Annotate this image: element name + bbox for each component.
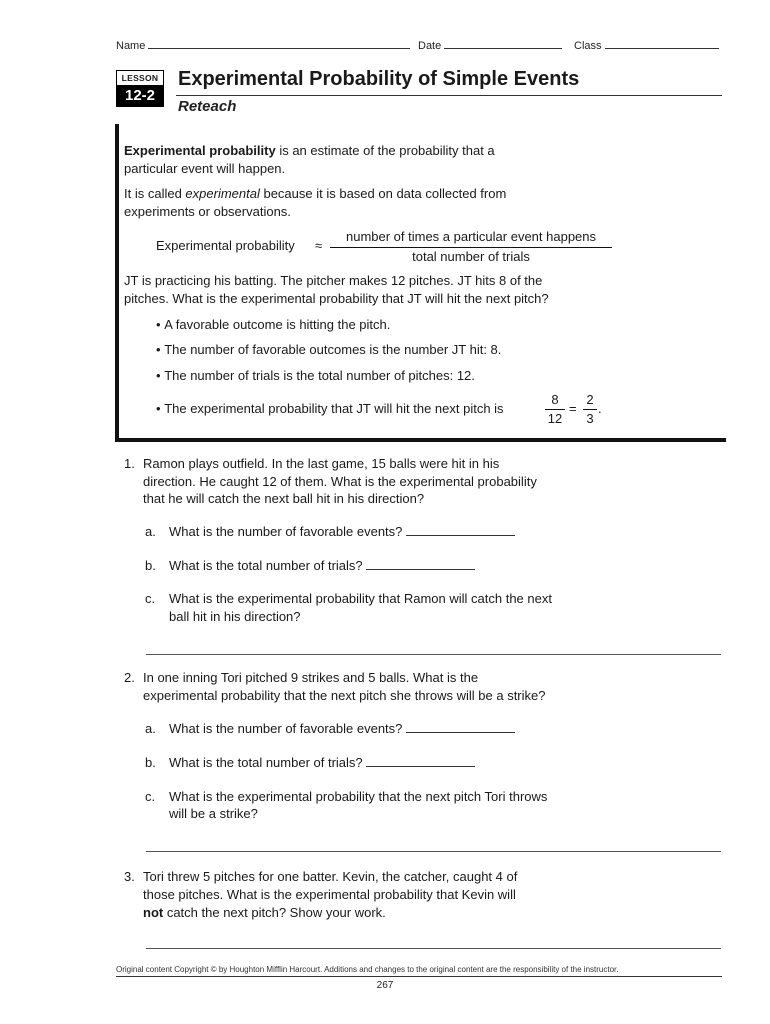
lesson-label: LESSON	[116, 70, 164, 86]
q1c-label: c.	[145, 591, 156, 606]
q2c-line-1: What is the experimental probability that the next pitch Tori throws	[169, 789, 548, 804]
formula-numerator: number of times a particular event happens	[330, 228, 612, 248]
q1a-label: a.	[145, 524, 156, 539]
q2a-label: a.	[145, 721, 156, 736]
called-line-1: It is called experimental because it is based on data collected from	[124, 186, 507, 201]
q3-line-1: Tori threw 5 pitches for one batter. Kevin, the catcher, caught 4 of	[143, 869, 518, 884]
q2b-text: What is the total number of trials?	[169, 754, 475, 772]
q2b-answer-blank[interactable]	[366, 754, 475, 767]
date-blank[interactable]	[444, 38, 562, 49]
q1-line-2: direction. He caught 12 of them. What is the experimental probability	[143, 474, 537, 489]
q1a-answer-blank[interactable]	[406, 523, 515, 536]
footer-divider	[116, 976, 722, 977]
bullet-2: • The number of favorable outcomes is the number JT hit: 8.	[156, 342, 502, 357]
bullet-4: • The experimental probability that JT will hit the next pitch is	[156, 401, 504, 416]
name-blank[interactable]	[148, 38, 410, 49]
q1b-answer-blank[interactable]	[366, 557, 475, 570]
q2-line-1: In one inning Tori pitched 9 strikes and 5 balls. What is the	[143, 670, 479, 685]
fraction-8-12: 8 12	[545, 391, 565, 428]
page-number: 267	[376, 980, 394, 991]
q1b-text: What is the total number of trials?	[169, 557, 475, 575]
fraction-2-3: 2 3	[583, 391, 597, 428]
q2-line-2: experimental probability that the next pitch she throws will be a strike?	[143, 688, 546, 703]
copyright-notice: Original content Copyright © by Houghton Mifflin Harcourt. Additions and changes to the original content are the responsibility of the instructor.	[116, 965, 619, 974]
class-blank[interactable]	[605, 38, 719, 49]
page-subtitle: Reteach	[178, 98, 237, 115]
bullet-3: • The number of trials is the total number of pitches: 12.	[156, 368, 475, 383]
definition-line-1: Experimental probability is an estimate of the probability that a	[124, 143, 495, 158]
q1c-line-2: ball hit in his direction?	[169, 609, 301, 624]
q2a-answer-blank[interactable]	[406, 720, 515, 733]
q2c-answer-line[interactable]	[146, 851, 721, 852]
q1a-text: What is the number of favorable events?	[169, 523, 515, 541]
q3-number: 3.	[124, 869, 135, 884]
q1-line-1: Ramon plays outfield. In the last game, 15 balls were hit in his	[143, 456, 500, 471]
title-divider	[176, 95, 722, 96]
q3-line-2: those pitches. What is the experimental probability that Kevin will	[143, 887, 516, 902]
bullet-1: • A favorable outcome is hitting the pitch.	[156, 317, 391, 332]
q3-line-3: not catch the next pitch? Show your work.	[143, 905, 386, 920]
class-field[interactable]: Class	[574, 38, 719, 52]
q1-number: 1.	[124, 456, 135, 471]
page-title: Experimental Probability of Simple Events	[178, 68, 580, 90]
formula-denominator: total number of trials	[412, 249, 530, 264]
q1-line-3: that he will catch the next ball hit in his direction?	[143, 491, 425, 506]
example-line-1: JT is practicing his batting. The pitcher makes 12 pitches. JT hits 8 of the	[124, 273, 543, 288]
equals-sign: =	[569, 401, 577, 416]
definition-line-2: particular event will happen.	[124, 161, 286, 176]
lesson-badge	[116, 70, 164, 107]
q2a-text: What is the number of favorable events?	[169, 720, 515, 738]
called-line-2: experiments or observations.	[124, 204, 291, 219]
formula-label: Experimental probability	[156, 238, 295, 253]
q1c-answer-line[interactable]	[146, 654, 721, 655]
q3-answer-line[interactable]	[146, 948, 721, 949]
example-line-2: pitches. What is the experimental probability that JT will hit the next pitch?	[124, 291, 549, 306]
q1c-line-1: What is the experimental probability that Ramon will catch the next	[169, 591, 552, 606]
final-period: .	[598, 401, 602, 416]
q2c-label: c.	[145, 789, 156, 804]
lesson-number: 12-2	[116, 85, 164, 107]
date-field[interactable]: Date	[418, 38, 562, 52]
q2c-line-2: will be a strike?	[169, 806, 258, 821]
formula-fraction	[330, 228, 612, 266]
q2-number: 2.	[124, 670, 135, 685]
q2b-label: b.	[145, 755, 156, 770]
approx-symbol: ≈	[315, 238, 323, 253]
q1b-label: b.	[145, 558, 156, 573]
name-field[interactable]: Name	[116, 38, 410, 52]
